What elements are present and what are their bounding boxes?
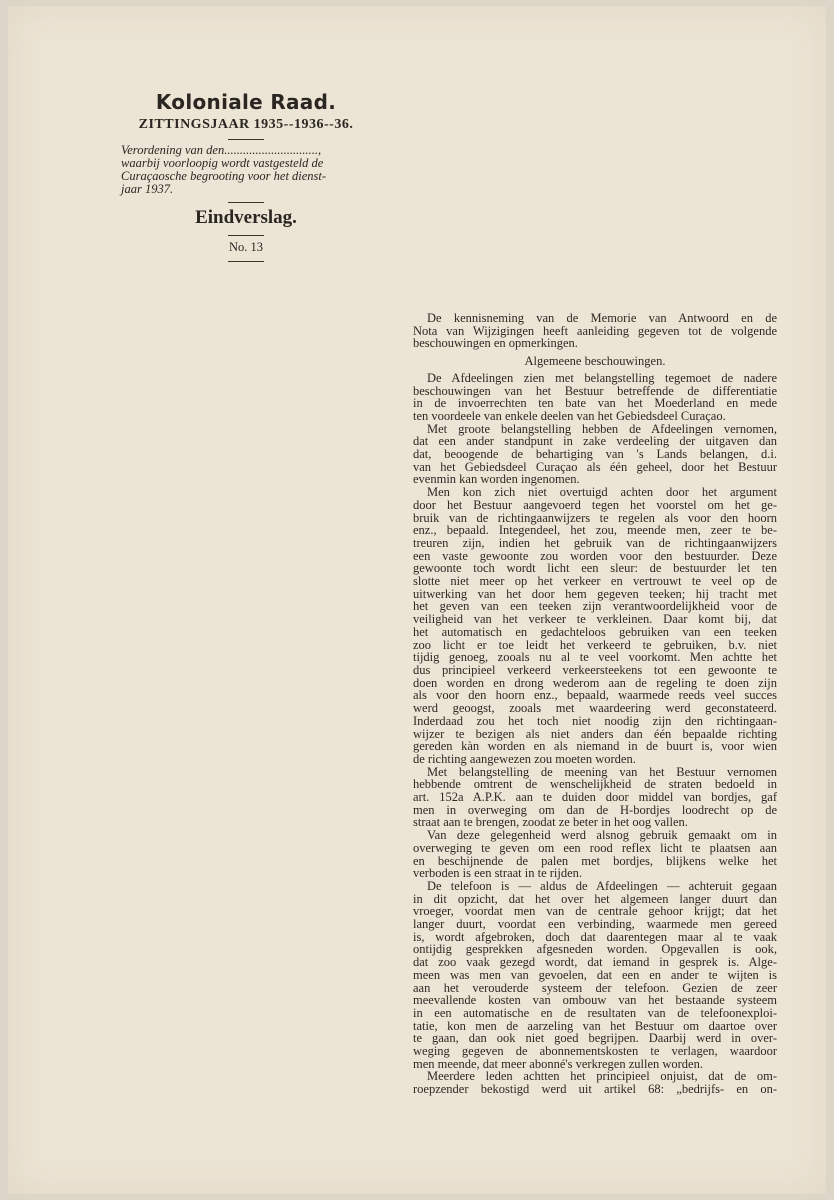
divider <box>228 261 264 262</box>
document-page <box>8 6 826 1194</box>
paragraph-line: men in overweging om dan de H-bordjes loodrecht op de <box>413 802 777 817</box>
section-heading: Algemeene beschouwingen. <box>524 354 666 369</box>
paragraph-line: het geven van een teeken zijn verantwoordelijkheid voor de <box>413 599 777 614</box>
paragraph-line: De Afdeelingen zien met belangstelling tegemoet de nadere <box>427 370 777 385</box>
paragraph-line: aan het verouderde systeem der telefoon. Gezien de zeer <box>413 980 777 995</box>
paragraph-line: werd geoogst, zooals met waardeering werd geconstateerd. <box>413 701 777 716</box>
paragraph-line: verboden is een straat in te rijden. <box>413 866 583 881</box>
paragraph-line: De telefoon is — aldus de Afdeelingen — achteruit gegaan <box>427 878 777 893</box>
paragraph-line: slotte niet meer op het verkeer en vertrouwt te veel op de <box>413 574 777 589</box>
paragraph-line: weging gegeven de abonnementskosten te verlagen, waardoor <box>413 1044 777 1059</box>
paragraph-line: tijdig genoeg, zooals nu al te veel voorkomt. Men achtte het <box>413 650 777 665</box>
paragraph-line: dat zoo vaak gezegd wordt, dat iemand in gesprek is. Alge- <box>413 955 777 970</box>
paragraph-line: gereden kàn worden en als niemand in de buurt is, voor wien <box>413 739 777 754</box>
paragraph-line: straat aan te brengen, zoodat ze beter in het oog vallen. <box>413 815 688 830</box>
paragraph-line: het automatisch en gedachteloos gebruiken van een teeken <box>413 624 777 639</box>
subject-line: Curaçaosche begrooting voor het dienst- <box>121 169 327 183</box>
paragraph-line: Meerdere leden achtten het principieel onjuist, dat de om- <box>427 1069 777 1084</box>
paragraph-line: dat een ander standpunt in zake verdeeling der uitgaven dan <box>413 434 777 449</box>
document-header <box>116 90 376 266</box>
paragraph-line: ten voordeele van enkele deelen van het Gebiedsdeel Curaçao. <box>413 408 726 423</box>
paragraph-line: Van deze gelegenheid werd alsnog gebruik gemaakt om in <box>427 828 777 843</box>
subject-line: Verordening van den.............................., <box>121 143 322 157</box>
paragraph-line: zoo licht er toe leidt het verkeerd te gebruiken, b.v. niet <box>413 637 777 652</box>
paragraph-line: hebbende omtrent de wenschelijkheid de straten bedoeld in <box>413 777 777 792</box>
paragraph-line: de richting aangewezen zou moeten worden. <box>413 751 636 766</box>
paragraph-line: in dit opzicht, dat het over het algemeen langer duurt dan <box>413 891 777 906</box>
paragraph-line: Met groote belangstelling hebben de Afdeelingen vernomen, <box>427 421 777 436</box>
session-year: ZITTINGSJAAR 1935--1936--36. <box>138 117 354 132</box>
paragraph-line: is, wordt afgebroken, doch dat daarentegen maar al te vaak <box>413 929 777 944</box>
paragraph-line: door het Bestuur aangevoerd tegen het voorstel om het ge- <box>413 497 777 512</box>
report-title: Eindverslag. <box>195 207 297 228</box>
paragraph-line: als voor den hoorn enz., bepaald, waarmede reeds veel succes <box>413 688 777 703</box>
paragraph-line: in de invoerrechten ten bate van het Moederland en mede <box>413 396 777 411</box>
paragraph-line: men meende, dat meer abonné's verkregen zullen worden. <box>413 1056 703 1071</box>
paragraph-line: gewoonte toch wordt licht een sleur: de bestuurder let ten <box>413 561 777 576</box>
paragraph-line: veiligheid van het verkeer te verkleinen. Daar komt bij, dat <box>413 612 777 627</box>
paragraph-line: in een automatische en de resultaten van de telefoonexploi- <box>413 1005 777 1020</box>
paragraph-line: treuren zijn, indien het gebruik van de richtingaanwijzers <box>413 535 777 550</box>
paragraph-line: vroeger, voordat men van de centrale gehoor krijgt; dat het <box>413 904 777 919</box>
paragraph-line: overweging te geven om een rood reflex licht te plaatsen aan <box>413 840 777 855</box>
paragraph-line: langer duurt, voordat een verbinding, waarmede men gereed <box>413 917 777 932</box>
divider <box>228 235 264 236</box>
paragraph-line: beschouwingen van het Bestuur betreffende de differentiatie <box>413 383 777 398</box>
paragraph-line: doen worden en drong wederom aan de regeling te doen zijn <box>413 675 777 690</box>
paragraph-line: uitwerking van het door hem gegeven teeken; hij tracht met <box>413 586 777 601</box>
paragraph-line: tatie, kon men de aarzeling van het Bestuur om daartoe over <box>413 1018 777 1033</box>
subject-line: jaar 1937. <box>121 182 174 196</box>
paragraph-line: bruik van de richtingaanwijzers te regelen als voor den hoorn <box>413 510 777 525</box>
divider <box>228 139 264 140</box>
paragraph-line: van het Gebiedsdeel Curaçao als één geheel, door het Bestuur <box>413 459 777 474</box>
paragraph-line: meevallende kosten van ombouw van het bestaande systeem <box>413 993 777 1008</box>
paragraph-line: te gaan, dan ook niet goed begrijpen. Daarbij werd in over- <box>413 1031 777 1046</box>
paragraph-line: beschouwingen en opmerkingen. <box>413 336 578 351</box>
paragraph-line: art. 152a A.P.K. aan te duiden door middel van bordjes, gaf <box>413 790 777 805</box>
paragraph-line: en beschijnende de palen met bordjes, blijkens welke het <box>413 853 777 868</box>
report-number: No. 13 <box>228 240 264 254</box>
paragraph-line: roepzender bekostigd werd uit artikel 68: „bedrijfs- en on- <box>413 1082 777 1097</box>
subject-line: waarbij voorloopig wordt vastgesteld de <box>121 156 324 170</box>
report-body <box>413 312 777 1096</box>
ordinance-subject <box>121 144 371 196</box>
paragraph-line: Inderdaad zou het toch niet noodig zijn den richtingaan- <box>413 713 777 728</box>
paragraph-line: dus principieel verkeerd verkeersteekens tot een gewoonte te <box>413 662 777 677</box>
paragraph-line: enz., bepaald. Integendeel, het zou, meende men, zeer te be- <box>413 523 777 538</box>
paragraph-line: ontijdig gesprekken afgesneden worden. Opgevallen is ook, <box>413 942 777 957</box>
paragraph-line: een vaste gewoonte zou worden voor den bestuurder. Deze <box>413 548 777 563</box>
council-title: Koloniale Raad. <box>155 90 337 114</box>
paragraph-line: Men kon zich niet overtuigd achten door het argument <box>427 485 777 500</box>
paragraph-line: dat, beoogende de behartiging van 's Lands belangen, d.i. <box>413 447 777 462</box>
paragraph-line: meen was men van gevoelen, dat een en ander te wijten is <box>413 967 777 982</box>
divider <box>228 202 264 203</box>
paragraph-line: De kennisneming van de Memorie van Antwoord en de <box>427 311 777 325</box>
paragraph-line: wijzer te bezigen als niet anders dan één bepaalde richting <box>413 726 777 741</box>
paragraph-line: Nota van Wijzigingen heeft aanleiding gegeven tot de volgende <box>413 323 777 338</box>
paragraph-line: Met belangstelling de meening van het Bestuur vernomen <box>427 764 777 779</box>
paragraph-line: evenmin kan worden ingenomen. <box>413 472 580 487</box>
